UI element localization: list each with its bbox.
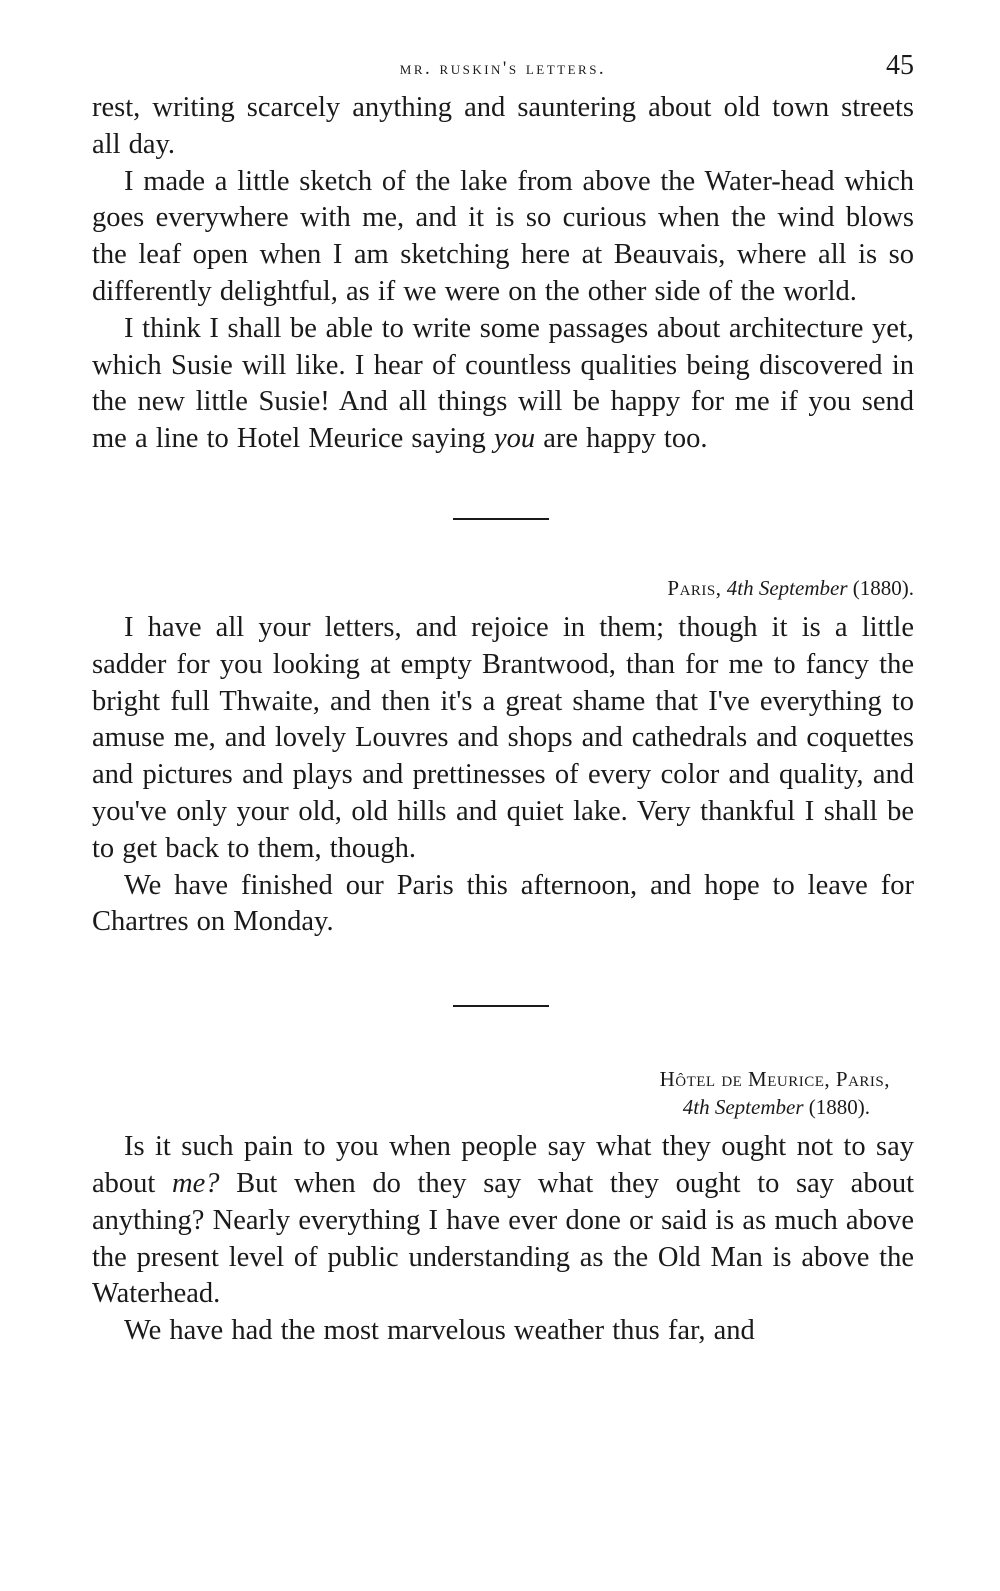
paragraph: [92, 1129, 914, 1313]
dateline-date: 4th September: [682, 1095, 804, 1120]
section-divider: [453, 1005, 549, 1007]
paragraph-text: But when do they say what they ought to say about anything? Nearly everything I have ever done or said is as much above the present level of public understanding as the Old Man is above the Waterhead.: [92, 1167, 914, 1310]
paragraph: We have finished our Paris this afternoon, and hope to leave for Chartres on Monday.: [92, 869, 914, 938]
paragraph: I made a little sketch of the lake from above the Water-head which goes everywhere with me, and it is so curious when the wind blows the leaf open when I am sketching here at Beauvais, where all is so differently delightful, as if we were on the other side of the world.: [92, 165, 914, 307]
dateline-date-line: [92, 1093, 890, 1121]
paragraph: We have had the most marvelous weather thus far, and: [124, 1315, 755, 1347]
dateline: [92, 574, 914, 602]
dateline: [92, 1065, 914, 1121]
dateline-year: (1880).: [847, 575, 914, 600]
emphasis: you: [493, 423, 536, 455]
letter-paris: [92, 610, 914, 941]
letter-hotel-meurice: [92, 1129, 914, 1350]
dateline-year: (1880).: [803, 1095, 870, 1120]
paragraph: [92, 311, 914, 458]
paragraph: I have all your letters, and rejoice in them; though it is a little sadder for you looking at empty Brantwood, than for me to fancy the bright full Thwaite, and then it's a great shame that I've everything to amuse me, and lovely Louvres and shops and cathedrals and coquettes and pictures and plays and prettinesses of every color and quality, and you've only your old, old hills and quiet lake. Very thankful I shall be to get back to them, though.: [92, 611, 914, 864]
emphasis: me?: [171, 1167, 220, 1199]
section-divider: [453, 518, 549, 520]
page-number: 45: [886, 50, 914, 81]
book-page: [92, 50, 914, 1350]
dateline-place: Hôtel de Meurice, Paris,: [659, 1067, 890, 1092]
paragraph-text: Is it such pain to you when people say what they ought not to say about: [92, 1131, 914, 1199]
paragraph-text: I think I shall be able to write some passages about architecture yet, which Susie will like. I hear of countless qualities being discovered in the new little Susie! And all things will be happy for me if you send me a line to Hotel Meurice saying: [92, 312, 914, 455]
dateline-place: Paris,: [667, 575, 722, 600]
letter-continued: [92, 90, 914, 458]
paragraph: rest, writing scarcely anything and sauntering about old town streets all day.: [92, 92, 914, 160]
running-title: mr. ruskin's letters.: [399, 58, 607, 79]
paragraph-text: are happy too.: [535, 423, 708, 455]
running-head: [92, 50, 914, 90]
dateline-date: 4th September: [726, 575, 848, 600]
